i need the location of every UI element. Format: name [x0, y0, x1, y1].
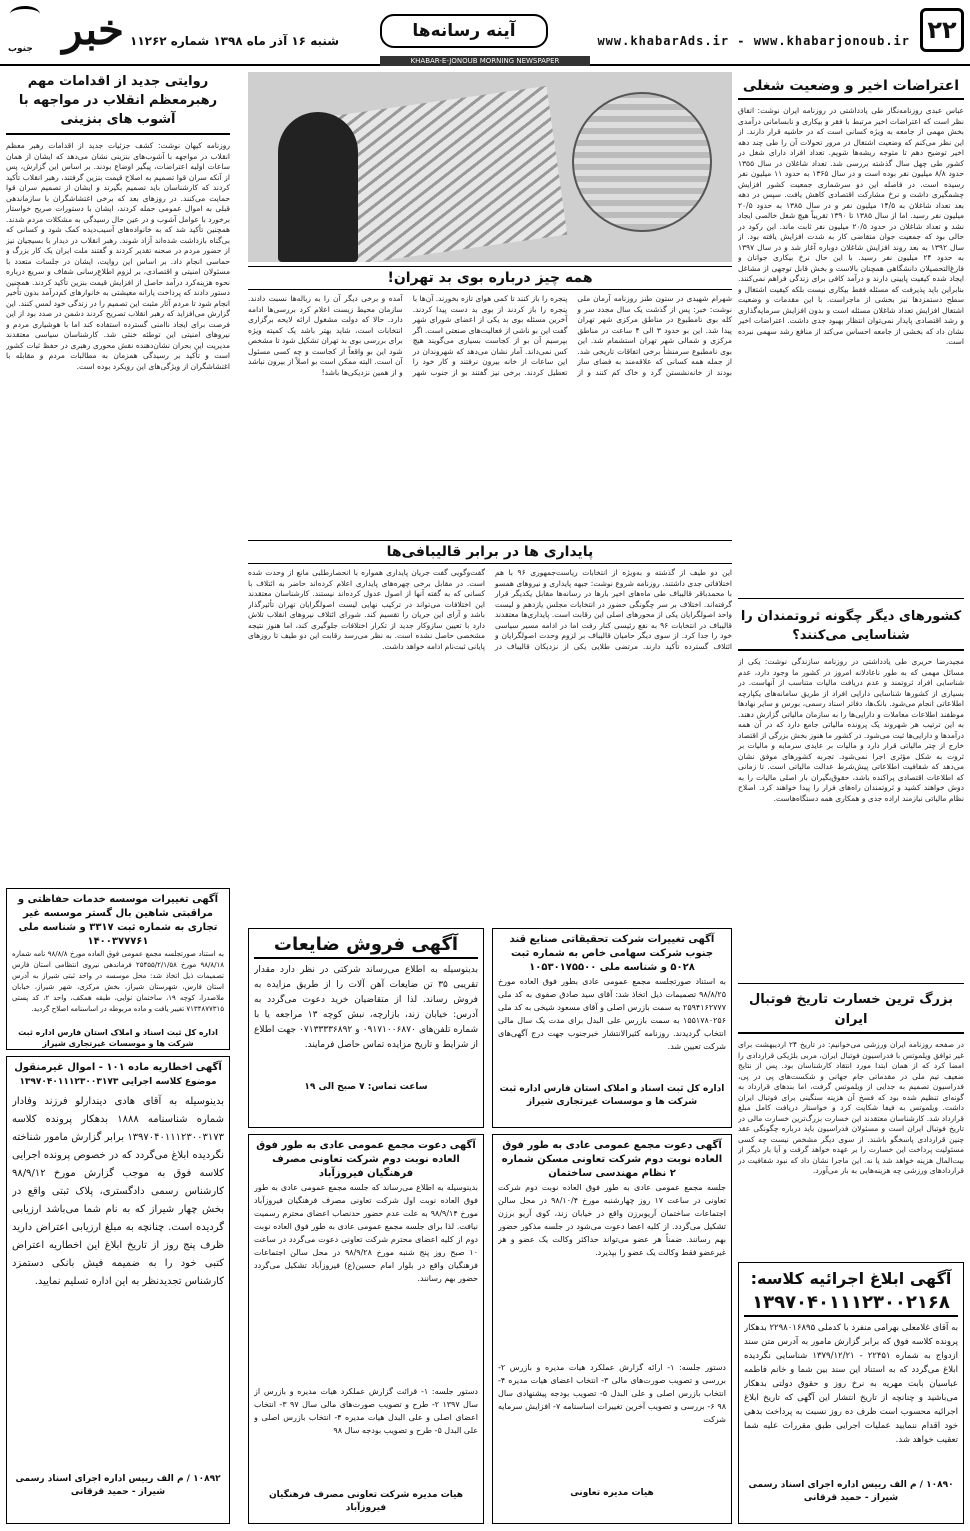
article-body: در صفحه روزنامه ایران ورزشی می‌خوانیم: در تاریخ ۲۴ اردیبهشت برای غیر توافق ویلموتس با فدراسیون فوتبال ایران، مربی بلژیکی قراردادی را امضا کرد که از همان ابتدا مورد انتقاد کارشناسان بود. پس از نتایج ضعیف تیم ملی در مقدماتی جام جهانی و شکست‌های پی در پی، فدراسیون تصمیم به جدایی از ویلموتس گرفت، اما بندهای قرارداد به گونه‌ای تنظیم شده بود که فسخ آن هزینه سنگینی برای فوتبال ایران داشت. ویلموتس به فیفا شکایت کرد و خواستار دریافت کامل مبلغ قرارداد شد. کارشناسان معتقدند این خسارت بزرگ‌ترین خسارت مالی در تاریخ فوتبال ایران است و مسئولان فدراسیون باید درباره چگونگی عقد چنین قراردادی پاسخگو باشند. از سوی دیگر مشخص نیست چه کسی مسئولیت پرداخت این خسارت را بر عهده خواهد گرفت و آیا بار دیگر از بیت‌المال هزینه خواهد شد یا نه. این ماجرا نشان داد که نبود شفافیت در قراردادهای ورزشی چه هزینه‌هایی به بار می‌آورد.: [738, 1040, 964, 1175]
ad-heading: آگهی دعوت مجمع عمومی عادی به طور فوق العاده نوبت دوم شرکت تعاونی مصرف فرهنگیان فیروزآباد: [256, 1140, 476, 1179]
ad-footer: هیات مدیره تعاونی: [570, 1488, 654, 1498]
ad-body: به استناد صورتجلسه مجمع عمومی عادی بطور فوق العاده مورخ ۹۸/۸/۲۵ تصمیمات ذیل اتخاذ شد: آقای سید صادق صفوی به کد ملی ۲۵۹۴۱۶۲۷۷۷ به سمت بازرس اصلی و آقای مسعود شیخی به کد ملی ۱۵۵۱۷۸۰۲۵۶ به سمت بازرس علی البدل برای مدت یک سال مالی انتخاب گردیدند. روزنامه کثیرالانتشار خبرجنوب جهت درج آگهی‌های شرکت تعیین شد.: [498, 977, 726, 1051]
newspaper-logo: [6, 4, 124, 60]
ad-heading: آگهی اخطاریه ماده ۱۰۱ - اموال غیرمنقول: [14, 1062, 222, 1073]
lead-title: همه چیز درباره بوی بد تهران!: [248, 266, 732, 290]
ad-body: بدینوسیله به اطلاع می‌رساند شرکتی در نظر دارد مقدار تقریبی ۳۵ تن ضایعات آهن آلات را از طریق مزایده به فروش رساند. لذا از متقاضیان خرید دعوت می‌گردد به آدرس: خیابان زند، بازارچه، نبش کوچه ۱۳ مراجعه یا با شماره تلفن‌های ۰۹۱۷۱۰۰۶۸۷۰ و ۰۷۱۳۳۳۳۶۸۹۲ جهت اطلاع از شرایط و تاریخ مزایده تماس حاصل فرمایند.: [254, 965, 478, 1050]
ad-footer: ۱۰۸۹۰ / م الف رییس اداره اجرای اسناد رسمی شیراز - حمید قرقانی: [748, 1480, 954, 1503]
header-ribbon: KHABAR-E-JONOUB MORNING NEWSPAPER: [380, 56, 590, 66]
ad-footer: اداره کل ثبت اسناد و املاک استان فارس اداره ثبت شرکت ها و موسسات غیرتجاری شیراز: [499, 1084, 725, 1107]
article-body: مجید‌رضا حریری طی یادداشتی در روزنامه سازندگی نوشت: یکی از مسائل مهمی که به طور ناعادلانه امروز در کشور ما وجود دارد، عدم شناسایی افراد ثروتمند و عدم دریافت مالیات متناسب از آنهاست. در بسیاری از کشورها شناسایی دارایی افراد از طریق سامانه‌های یکپارچه اطلاعاتی انجام می‌شود. بانک‌ها، دفاتر اسناد رسمی، بورس و سایر نهادها موظفند اطلاعات معاملات و دارایی‌ها را به سازمان مالیاتی گزارش دهند. به این ترتیب هر شهروند یک پرونده مالیاتی جامع دارد که در آن همه درآمدها و دارایی‌ها ثبت می‌شود. در کشور ما هنوز بخش بزرگی از اقتصاد خارج از چتر مالیاتی قرار دارد و مالیات بر عایدی سرمایه و مالیات بر ثروت به شکل مؤثری اجرا نمی‌شود. تجربه کشورهای موفق نشان می‌دهد که شفافیت اطلاعاتی پیش‌شرط عدالت مالیاتی است. تا زمانی که اطلاعات اقتصادی پراکنده باشد، حقوق‌بگیران بار اصلی مالیات را به دوش خواهند کشید و ثروتمندان راه‌های فرار را پیدا خواهند کرد. اصلاح نظام مالیاتی نیازمند اراده جدی و همکاری همه دستگاه‌هاست.: [738, 657, 964, 803]
globe-icon: [572, 92, 712, 232]
reader-figure: [278, 112, 358, 262]
ad-housing-coop: [492, 1134, 732, 1524]
ad-security-institute: [6, 888, 230, 1050]
ad-execution-notice: [738, 1262, 964, 1524]
site-url[interactable]: www.khabarAds.ir - www.khabarjonoub.ir: [597, 34, 910, 48]
article-body: عباس عبدی روزنامه‌نگار طی یادداشتی در روزنامه ایران نوشت: اتفاق نظر است که اعتراضات اخیر مرتبط با فقر و بیکاری و نابسامانی درآمدی بخش مهمی از جامعه به ویژه کسانی است که در حاشیه قرار دارند. از این نظر می‌کنم که وضعیت اشتغال در مرور تحولات آن را طی چند دهه اخیر توضیح دهم تا متوجه ریشه‌ها شویم. تعداد افراد دارای شغل در کشور طی چهل سال گذشته بررسی شد. تعداد شاغلان در سال ۱۳۵۵ حدود ۸/۸ میلیون نفر بوده است و در سال ۱۳۶۵ به حدود ۱۱ میلیون نفر رسیده است. در فاصله این دو سرشماری جمعیت کشور افزایش چشمگیری داشت و نرخ مشارکت اقتصادی کاهش یافت. سپس در دهه بعد تعداد شاغلان به ۱۴/۵ میلیون نفر و در سال ۱۳۸۵ به حدود ۲۰/۵ میلیون نفر رسید. اما از سال ۱۳۸۵ تا ۱۳۹۰ تقریباً هیچ شغل خالصی ایجاد نشد و تعداد شاغلان در حدود ۲۰/۵ میلیون نفر ثابت ماند. این رکود در حالی بود که جمعیت جوان متقاضی کار به شدت افزایش یافته بود. از سال ۱۳۹۲ به بعد روند افزایش شاغلان دوباره آغاز شد و در سال ۱۳۹۷ به حدود ۲۴ میلیون نفر رسید. با این حال نرخ بیکاری جوانان و فارغ‌التحصیلان دانشگاهی همچنان بالاست و بخش قابل توجهی از مشاغل ایجاد شده کیفیت پایینی دارند و درآمد کافی برای زندگی فراهم نمی‌کنند. بنابراین باید پذیرفت که مسئله فقط بیکاری نیست بلکه کیفیت اشتغال و سطح دستمزدها نیز بخشی از ماجراست. با این مقدمات و وضعیت اشتغال افزایش تعداد شاغلان مسئله است و بدون افزایش سرمایه‌گذاری و رشد اقتصادی پایدار نمی‌توان انتظار بهبود جدی داشت. اعتراضات اخیر نشان داد که بخشی از جامعه احساس می‌کند از منافع رشد سهمی نبرده است.: [738, 106, 964, 346]
lead-body: شهرام شهیدی در ستون طنز روزنامه آرمان ملی نوشت: خبر: پس از گذشت یک سال مجدد سر و کله بوی نامطبوع در مناطق مرکزی شهر تهران پیدا شد. این بو حدود ۳ الی ۴ ساعت در مناطق مرکزی و شمالی شهر تهران استشمام شد. این بوی نامطبوع سرمنشأ برخی اتفاقات تاریخی شد. از جمله همه کسانی که علاقه‌مند به فضای ساز بودند از خانه‌نشستن گرد و خاک کم کنند و از پنجره را باز کنند تا کمی هوای تازه بخورند. آن‌ها با پنجره را باز کردند از بوی بد دست پیدا کردند. آخرین مسئله بوی بد یکی از اعضای شورای شهر گفت این بو ناشی از فعالیت‌های صنعتی است. اگر بپرسیم آن بو از کجاست بسیاری می‌گویند هیچ کس نمی‌داند. آمار نشان می‌دهد که شهروندان در این ساعات از خانه بیرون نرفتند و کار خود را تعطیل کردند. برخی نیز گفتند بو از جنوب شهر آمده و برخی دیگر آن را به زباله‌ها نسبت دادند. سازمان محیط زیست اعلام کرد بررسی‌ها ادامه دارد. حالا که دولت مشغول ارائه لایحه برگزاری انتخابات است، شاید بهتر باشد یک کمیته ویژه برای بررسی بوی بد تهران تشکیل شود تا مشخص شود این بو واقعاً از کجاست و چه کسی مسئول آن است. البته ممکن است بو اصلاً از بیرون نباشد و از همین نزدیکی‌ها باشد!: [248, 294, 732, 377]
ad-company-changes: [492, 928, 732, 1128]
article-body: روزنامه کیهان نوشت: کشف جزئیات جدید از اقدامات رهبر معظم انقلاب در مواجهه با آشوب‌های بنزینی نشان می‌دهد که ایشان از همان ساعات اولیه اعتراضات، پیگیر اوضاع بودند. بر اساس این گزارش، پس از آنکه سران قوا تصمیم به اصلاح قیمت بنزین گرفتند، رهبر انقلاب تأکید کردند که کارشناسان باید تصمیم بگیرند و ایشان از تصمیم سران قوا حمایت می‌کنند. در روزهای بعد که برخی اغتشاشگران با سازماندهی قبلی به اموال عمومی حمله کردند، ایشان با دستورات صریح خواستار برخورد با عوامل آشوب و در عین حال رسیدگی به مشکلات مردم شدند. همچنین تأکید شد که به خانواده‌های آسیب‌دیده کمک شود و کسانی که بی‌گناه بازداشت شده‌اند آزاد شوند. رهبر انقلاب در دیدار با بسیجیان نیز از حضور مردم در صحنه تقدیر کردند و گفتند ملت ایران یک کار بزرگ و حماسی انجام داد. بر اساس این روایت، ایشان در جلسات متعدد با مسئولان امنیتی و اقتصادی، بر لزوم اطلاع‌رسانی شفاف و سریع درباره نحوه هزینه‌کرد درآمد حاصل از افزایش قیمت بنزین تأکید کردند. همچنین دستور دادند که پرداخت یارانه معیشتی به خانوارهای کم‌درآمد بدون تأخیر انجام شود تا مردم آثار مثبت این تصمیم را در زندگی خود لمس کنند. این گزارش می‌افزاید که رهبر انقلاب تصریح کردند دشمن در صدد بود از این فرصت برای ایجاد ناامنی گسترده استفاده کند اما با هوشیاری مردم و نیروهای امنیتی این توطئه خنثی شد. کارشناسان سیاسی معتقدند مدیریت این بحران نشان‌دهنده نقش محوری رهبری در حفظ ثبات کشور است و تأکید بر رسیدگی همزمان به مطالبات مردم و مقابله با اغتشاشگران از ویژگی‌های این رویکرد بوده است.: [6, 141, 230, 371]
right-column: [738, 72, 964, 1290]
logo-sub: جنوب: [8, 44, 33, 54]
ad-body: جلسه مجمع عمومی عادی به طور فوق العاده نوبت دوم شرکت تعاونی در ساعت ۱۷ روز چهارشنبه مورخ ۹۸/۱۰/۴ در محل سالن اجتماعات ساختمان آریوبرزن واقع در خیابان زند، کوی آریو برزن تشکیل می‌گردد. از کلیه اعضا دعوت می‌شود در جلسه مذکور حضور بهم رسانند. ضمناً هر عضو می‌تواند حداکثر وکالت یک عضو و هر غیرعضو فقط وکالت یک عضو را بپذیرد.: [498, 1183, 726, 1257]
ad-footer: هیات مدیره شرکت تعاونی مصرف فرهنگیان فیروزآباد: [268, 1490, 464, 1513]
ad-body: بدینوسیله به اطلاع می‌رساند که جلسه مجمع عمومی عادی به طور فوق العاده نوبت اول شرکت تعاونی مصرف فرهنگیان فیروزآباد مورخ ۹۸/۹/۱۴ به علت عدم حضور حدنصاب اعضای محترم رسمیت نیافت. لذا برای جلسه مجمع عمومی عادی به طور فوق العاده نوبت دوم از کلیه اعضای محترم شرکت تعاونی دعوت می‌گردد در ساعت ۱۰ صبح روز پنج شنبه مورخ ۹۸/۹/۲۸ در محل سالن اجتماعات فرهنگیان واقع در بلوار امام حسین(ع) فیروزآباد تشکیل می‌گردد حضور بهم رسانند.: [254, 1183, 478, 1283]
ad-body: به آقای غلامعلی بهرامی منفرد با کدملی ۲۲۹۸۰۱۶۸۹۵ بدهکار پرونده کلاسه فوق که برابر گزارش مامور به آدرس متن سند ازدواج به شماره ۲۲۴۵۱ - ۱۳۷۹/۱۲/۲۱ شناسایی نگردیده ابلاغ می‌گردد که به استناد این سند بین شما و خانم فاطمه عباسیان بابت مهریه به نرخ روز و حقوق دولتی بدهکار می‌باشید و چنانچه از تاریخ انتشار این آگهی که تاریخ ابلاغ اجرائیه محسوب است ظرف ده روز نسبت به پرداخت بدهی خود اقدام ننمایید عملیات اجرایی طبق مقررات علیه شما تعقیب خواهد شد.: [744, 1323, 958, 1445]
ad-heading: آگهی تغییرات موسسه خدمات حفاظتی و مراقبتی شاهین بال گستر موسسه غیر تجاری به شماره ثبت ۳۳۱۷ و شناسه ملی ۱۴۰۰۳۷۷۷۶۱: [17, 894, 219, 947]
article-title: اعتراضات اخیر و وضعیت شغلی: [738, 72, 964, 100]
ad-footer: اداره کل ثبت اسناد و املاک استان فارس اداره ثبت شرکت ها و موسسات غیرتجاری شیراز: [18, 1028, 218, 1048]
ad-firuzabad-meeting: [248, 1134, 484, 1524]
ad-scrap-sale: [248, 928, 484, 1128]
ad-warning-101: [6, 1056, 230, 1524]
sub-title: پایداری ها در برابر قالیبافی‌ها: [248, 540, 732, 564]
ad-body: بدینوسیله به آقای هادی دیندارلو فرزند وفادار شماره شناسنامه ۱۸۸۸ بدهکار پرونده کلاسه ۱۳۹۷۰۴۰۱۱۱۲۳۰۰۳۱۷۳ برابر گزارش مامور شناخته نگردیده ابلاغ می‌گردد که در خصوص پرونده اجرایی کلاسه فوق به موجب گزارش مورخ ۹۸/۹/۱۲ کارشناس رسمی دادگستری، پلاک ثبتی واقع در بخش چهار شیراز که به نام شما می‌باشد ارزیابی گردیده است. چنانچه به مبلغ ارزیابی اعتراض دارید ظرف پنج روز از تاریخ ابلاغ این اخطاریه اعتراض کتبی خود را به ضمیمه فیش بانکی دستمزد کارشناس تجدیدنظر به این اداره تسلیم نمایید.: [12, 1096, 224, 1287]
section-title: آینه رسانه‌ها: [380, 14, 548, 48]
ad-body: به استناد صورتجلسه مجمع عمومی فوق العاده مورخ ۹۸/۸/۸ نامه شماره ۹۸/۸/۱۸ مورخ ۲۵۴۵۵/۲/۱/۵۸ فرماندهی نیروی انتظامی استان فارس تصمیمات ذیل اتخاذ شد: محل موسسه در واحد ثبتی شیراز به آدرس استان فارس، شهرستان شیراز، بخش مرکزی، شهر شیراز، خیابان ملاصدرا، کوچه ۱۹، ساختمان نوایی، طبقه همکف، واحد ۲، کد پستی ۷۱۳۴۸۷۷۳۱۵ تغییر یافت و ماده مربوطه در اساسنامه اصلاح گردید.: [12, 950, 224, 1013]
ad-agenda: دستور جلسه: ۱- ارائه گزارش عملکرد هیات مدیره و بازرس ۲- بررسی و تصویب صورت‌های مالی ۳- انتخاب اعضای هیات مدیره ۴- انتخاب بازرس اصلی و علی البدل ۵- تصویب بودجه پیشنهادی سال ۹۸ ۶- بررسی و تصویب آخرین تغییرات اساسنامه ۷- افزایش سرمایه شرکت: [498, 1363, 726, 1424]
ad-heading: آگهی ابلاغ اجرائیه کلاسه:: [750, 1269, 952, 1288]
left-column: [6, 72, 230, 949]
ad-footer: ساعت تماس: ۷ صبح الی ۱۹: [304, 1082, 428, 1092]
ad-agenda: دستور جلسه: ۱- قرائت گزارش عملکرد هیات مدیره و بازرس از سال ۱۳۹۷ ۲- طرح و تصویب صورت‌های مالی سال ۹۷ ۳- انتخاب اعضای اصلی و علی البدل هیات مدیره ۴- انتخاب بازرس اصلی و علی البدل ۵- طرح و تصویب بودجه سال ۹۸: [254, 1387, 478, 1435]
date-line: شنبه ۱۶ آذر ماه ۱۳۹۸ شماره ۱۱۲۶۲: [130, 34, 340, 48]
ad-case-number: موضوع کلاسه اجرایی ۱۳۹۷۰۴۰۱۱۱۲۳۰۰۳۱۷۳: [19, 1077, 217, 1087]
ad-case-number: ۱۳۹۷۰۴۰۱۱۱۲۳۰۰۲۱۶۸: [744, 1291, 958, 1317]
lead-photo: [248, 72, 732, 262]
sub-body: این دو طیف از گذشته و به‌ویژه از انتخابات ریاست‌جمهوری ۹۶ با هم اختلافاتی جدی داشتند. روزنامه شروع نوشت: جبهه پایداری و نیروهای همسو با محمدباقر قالیباف طی ماه‌های اخیر بارها در رسانه‌ها مقابل یکدیگر قرار گرفته‌اند. اختلاف بر سر چگونگی حضور در انتخابات مجلس یازدهم و لیست واحد اصولگرایان یکی از محورهای اصلی این رقابت است. پایداری‌ها معتقدند قالیباف در انتخابات ۹۶ به نفع رئیسی کنار رفت اما در ادامه مسیر سیاسی خود را جدا کرد. از سوی دیگر حامیان قالیباف بر لزوم وحدت اصولگرایان و ائتلاف گسترده تأکید دارند. مرتضی طلایی یکی از نزدیکان قالیباف در گفت‌وگویی گفت جریان پایداری همواره با انحصارطلبی مانع از وحدت شده است. در مقابل برخی چهره‌های پایداری اعلام کرده‌اند حاضر به ائتلاف با کسانی که به گفته آنها از اصول عدول کرده‌اند نیستند. کارشناسان معتقدند این اختلافات می‌تواند در ترکیب نهایی لیست اصولگرایان تهران تأثیرگذار باشد و آرای این جریان را تقسیم کند. شورای ائتلاف نیروهای انقلاب تلاش دارد با تعیین سازوکار جدید از تکرار اختلافات جلوگیری کند، اما هنوز نتیجه مشخصی حاصل نشده است. به نظر می‌رسد رقابت این دو طیف تا روزهای پایانی ثبت‌نام ادامه خواهد داشت.: [248, 568, 732, 651]
article-title: بزرگ ترین خسارت تاریخ فوتبال ایران: [738, 988, 964, 1034]
ad-heading: آگهی دعوت مجمع عمومی عادی به طور فوق العاده نوبت دوم شرکت تعاونی مسکن شماره ۲ نظام مهندسی ساختمان: [501, 1140, 723, 1179]
article-title: روایتی جدید از اقدامات مهم رهبرمعظم انقلاب در مواجهه با آشوب های بنزینی: [6, 72, 230, 135]
page-header: [0, 0, 970, 66]
ad-footer: ۱۰۸۹۲ / م الف رییس اداره اجرای اسناد رسمی شیراز - حمید قرقانی: [15, 1474, 221, 1497]
ad-heading: آگهی تغییرات شرکت تحقیقاتی صنایع قند جنوب شرکت سهامی خاص به شماره ثبت ۵۰۲۸ و شناسه ملی ۱۰۵۳۰۱۷۵۵۰۰: [509, 934, 715, 973]
article-title: کشورهای دیگر چگونه ثروتمندان را شناسایی می‌کنند؟: [738, 603, 964, 651]
bird-icon: [10, 6, 40, 22]
ad-heading: آگهی فروش ضایعات: [254, 933, 478, 959]
page-number: ۲۲: [920, 8, 964, 52]
logo-word: خبر: [62, 5, 124, 54]
